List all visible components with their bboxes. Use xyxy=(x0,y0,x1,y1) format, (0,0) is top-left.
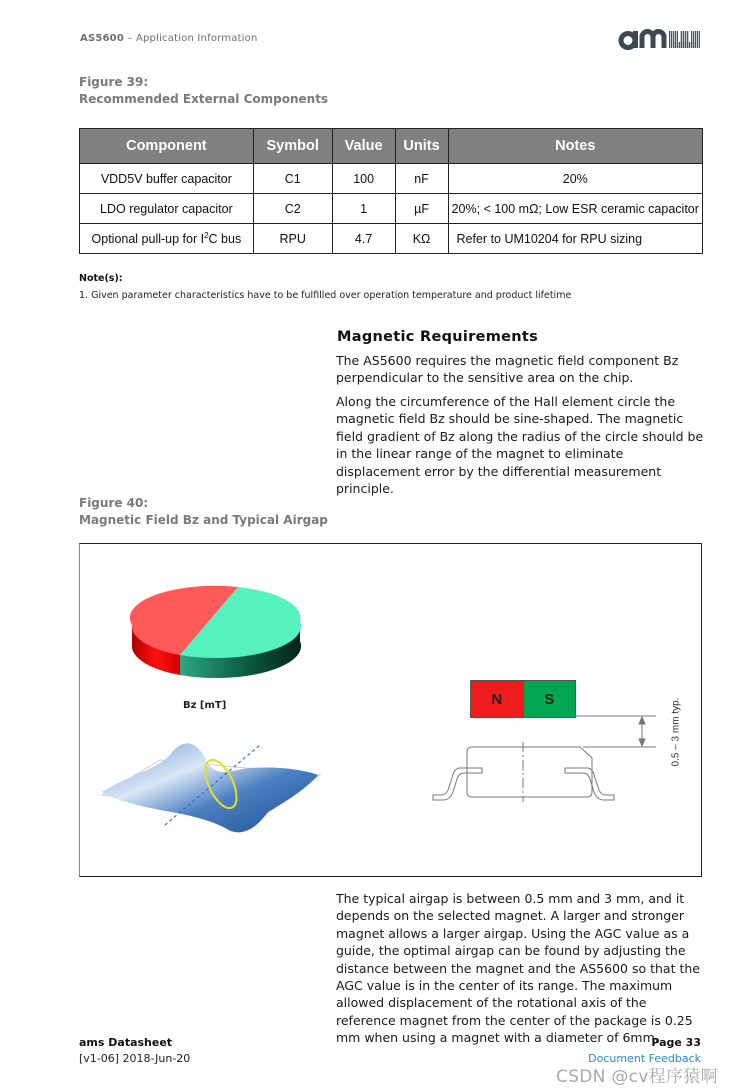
figure-40-title: Magnetic Field Bz and Typical Airgap xyxy=(79,513,328,527)
superscript: 2 xyxy=(204,230,209,240)
figure-39-title: Recommended External Components xyxy=(79,92,329,106)
table-header-row xyxy=(80,129,703,164)
ams-logo-icon xyxy=(617,24,711,54)
component-text-suffix: C bus xyxy=(208,232,242,247)
col-header-value: Value xyxy=(332,129,395,164)
cell-units: KΩ xyxy=(395,224,448,254)
cell-units: nF xyxy=(395,164,448,194)
figure-40-number: Figure 40: xyxy=(79,496,149,510)
document-feedback-link[interactable]: Document Feedback xyxy=(588,1052,701,1065)
table-row xyxy=(80,224,703,254)
col-header-symbol: Symbol xyxy=(253,129,332,164)
airgap-dimension-label xyxy=(666,692,686,772)
col-header-units: Units xyxy=(395,129,448,164)
airgap-paragraph: The typical airgap is between 0.5 mm and 3 mm, and it depends on the selected magnet. A larger and stronger magnet allows a larger airgap. Using the AGC value as a guide, the optimal airgap can be found by adjusting the distance between the magnet and the AS5600 so that the AGC value is in the center of its range. The maximum allowed displacement of the rotational axis of the reference magnet from the center of the package is 0.25 mm when using a magnet with a diameter of 6mm. xyxy=(336,891,700,1046)
paragraph: Along the circumference of the Hall element circle the magnetic field Bz should be sine-shaped. The magnetic field gradient of Bz along the radius of the circle should be in the linear range of the magnet to eliminate displacement error by the differential measurement principle. xyxy=(336,394,704,497)
cell-symbol: RPU xyxy=(253,224,332,254)
component-text: Optional pull-up for I xyxy=(91,232,205,247)
header-section: Application Information xyxy=(135,33,258,44)
figure-40-caption xyxy=(79,495,328,529)
cell-component: LDO regulator capacitor xyxy=(80,194,254,224)
cell-value: 100 xyxy=(332,164,395,194)
footer-version: [v1-06] 2018-Jun-20 xyxy=(79,1052,191,1065)
running-header xyxy=(80,33,258,44)
magnet-disc-illustration xyxy=(120,575,305,680)
cell-component xyxy=(80,224,254,254)
figure-39-caption xyxy=(79,74,328,108)
figure-39-number: Figure 39: xyxy=(79,75,149,89)
notes-heading: Note(s): xyxy=(79,273,123,284)
cell-units: µF xyxy=(395,194,448,224)
page-number: Page 33 xyxy=(651,1036,701,1049)
magnet-south-pole: S xyxy=(523,681,576,717)
chip-package-diagram xyxy=(430,712,670,802)
cell-component: VDD5V buffer capacitor xyxy=(80,164,254,194)
cell-notes: Refer to UM10204 for RPU sizing xyxy=(448,224,702,254)
table-row xyxy=(80,194,703,224)
col-header-component: Component xyxy=(80,129,254,164)
cell-value: 4.7 xyxy=(332,224,395,254)
table-row xyxy=(80,164,703,194)
cell-symbol: C2 xyxy=(253,194,332,224)
cell-value: 1 xyxy=(332,194,395,224)
header-separator: – xyxy=(123,33,136,44)
airgap-label-text: 0.5 – 3 mm typ. xyxy=(670,697,682,767)
bz-surface-plot xyxy=(100,730,325,840)
cell-symbol: C1 xyxy=(253,164,332,194)
footer-datasheet-title: ams Datasheet xyxy=(79,1036,173,1049)
doc-id: AS5600 xyxy=(80,33,124,44)
paragraph: The AS5600 requires the magnetic field component Bz perpendicular to the sensitive area on the chip. xyxy=(336,353,679,386)
components-table xyxy=(79,128,703,254)
col-header-notes: Notes xyxy=(448,129,702,164)
bz-axis-label: Bz [mT] xyxy=(183,700,227,711)
watermark: CSDN @cv程序猿啊 xyxy=(556,1067,718,1087)
cell-notes: 20% xyxy=(448,164,702,194)
magnet-north-pole: N xyxy=(471,681,523,717)
cell-notes: 20%; < 100 mΩ; Low ESR ceramic capacitor xyxy=(448,194,702,224)
note-item: 1. Given parameter characteristics have to be fulfilled over operation temperature and product lifetime xyxy=(79,290,572,301)
section-heading: Magnetic Requirements xyxy=(337,329,539,345)
